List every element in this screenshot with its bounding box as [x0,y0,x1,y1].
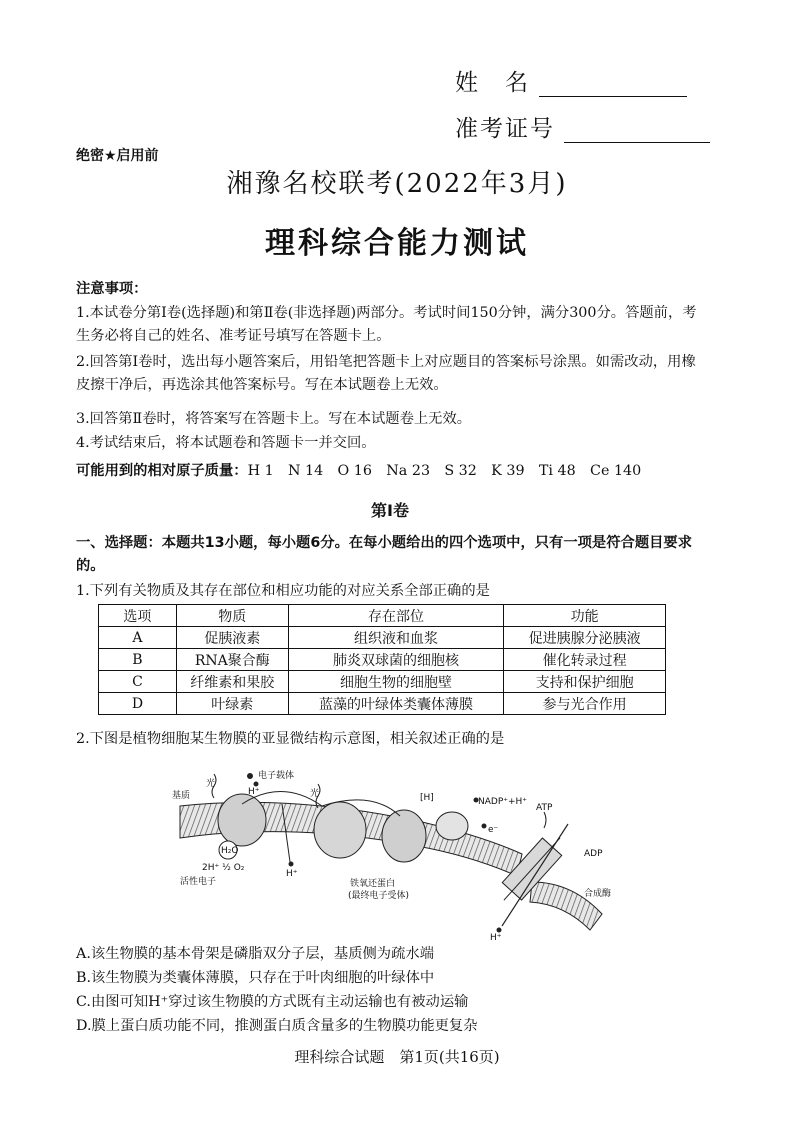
label-h-mid: H⁺ [286,869,298,879]
label-h-bracket: [H] [420,793,434,803]
id-field [455,110,710,143]
atomic-mass-values: H 1 N 14 O 16 Na 23 S 32 K 39 Ti 48 Ce 140 [247,463,642,479]
label-light-1: 光 [206,779,216,789]
q2-option-d: D.膜上蛋白质功能不同，推测蛋白质含量多的生物膜功能更复杂 [76,1018,478,1034]
table-cell: B [99,649,177,671]
name-field [455,64,687,97]
table-row [99,649,666,671]
secret-mark: 绝密★启用前 [76,148,159,164]
photosystem-2 [218,794,266,846]
h-dot-mid [289,862,294,867]
label-final-acceptor: (最终电子受体) [348,891,410,901]
label-e: e⁻ [488,825,499,835]
id-blank [564,116,710,143]
q2-option-b: B.该生物膜为类囊体薄膜，只存在于叶肉细胞的叶绿体中 [76,970,435,986]
table-row [99,671,666,693]
label-h2o: H₂O [221,846,239,856]
label-synthase: 合成酶 [584,889,612,899]
header-function: 功能 [504,605,666,627]
table-cell: 促进胰腺分泌胰液 [504,627,666,649]
table-cell: 组织液和血浆 [288,627,504,649]
label-adp: ADP [584,849,603,859]
atomic-mass-line [76,460,704,483]
q2-stem: 2.下图是植物细胞某生物膜的亚显微结构示意图，相关叙述正确的是 [76,731,505,747]
name-label: 姓 名 [455,70,530,96]
table-cell: 催化转录过程 [504,649,666,671]
label-ferredoxin: 铁氧还蛋白 [350,879,396,889]
table-cell: 蓝藻的叶绿体类囊体薄膜 [288,693,504,715]
exam-name: 湘豫名校联考(2022年3月) [226,169,568,199]
section-instruction: 一、选择题：本题共13小题，每小题6分。在每小题给出的四个选项中，只有一项是符合题目要求的。 [76,535,693,574]
label-atp: ATP [536,803,553,813]
table-row [99,693,666,715]
label-h-bottom: H⁺ [490,933,502,940]
ferredoxin-complex [436,812,468,840]
table-cell: 叶绿素 [176,693,288,715]
e-dot [482,824,487,829]
table-cell: 支持和保护细胞 [504,671,666,693]
cytochrome-complex [314,802,366,858]
table-cell: 细胞生物的细胞壁 [288,671,504,693]
id-label: 准考证号 [455,116,555,142]
table-header-row [99,605,666,627]
header-location: 存在部位 [288,605,504,627]
notice-item-1: 1.本试卷分第Ⅰ卷(选择题)和第Ⅱ卷(非选择题)两部分。考试时间150分钟，满分300分。答题前，考生务必将自己的姓名、准考证号填写在答题卡上。 [76,305,697,344]
header-option: 选项 [99,605,177,627]
notice-item-3: 3.回答第Ⅱ卷时，将答案写在答题卡上。写在本试题卷上无效。 [76,411,472,427]
q1-stem: 1.下列有关物质及其存在部位和相应功能的对应关系全部正确的是 [76,583,490,599]
notice-item-2: 2.回答第Ⅰ卷时，选出每小题答案后，用铅笔把答题卡上对应题目的答案标号涂黑。如需改动，用橡皮擦干净后，再选涂其他答案标号。写在本试题卷上无效。 [76,354,696,393]
membrane-diagram [172,764,622,940]
h-dot-bottom [497,928,502,933]
label-carrier: 电子载体 [258,771,295,781]
atomic-mass-label: 可能用到的相对原子质量： [76,463,248,479]
label-stroma: 基质 [172,791,191,801]
notice-heading: 注意事项： [76,281,148,297]
section-title: 第Ⅰ卷 [371,501,409,520]
header-substance: 物质 [176,605,288,627]
table-cell: 参与光合作用 [504,693,666,715]
label-h-top: H⁺ [248,787,260,797]
name-blank [539,70,687,97]
table-cell: A [99,627,177,649]
table-cell: 肺炎双球菌的细胞核 [288,649,504,671]
carrier-dot [247,773,253,779]
label-active-e: 活性电子 [180,877,217,887]
photosystem-1 [382,810,426,862]
table-cell: C [99,671,177,693]
label-nadp: NADP⁺+H⁺ [478,797,528,807]
label-light-2: 光 [310,789,320,799]
table-cell: RNA聚合酶 [176,649,288,671]
q1-table [98,604,666,715]
q2-option-a: A.该生物膜的基本骨架是磷脂双分子层，基质侧为疏水端 [76,946,434,962]
notice-item-4: 4.考试结束后，将本试题卷和答题卡一并交回。 [76,435,376,451]
label-products: 2H⁺ ½ O₂ [202,863,245,873]
q2-option-c: C.由图可知H⁺穿过该生物膜的方式既有主动运输也有被动运输 [76,994,469,1010]
table-cell: D [99,693,177,715]
h-dot-top [254,782,259,787]
page-title: 理科综合能力测试 [265,226,529,261]
table-cell: 促胰液素 [176,627,288,649]
atp-arrow [544,812,546,828]
table-cell: 纤维素和果胶 [176,671,288,693]
table-row [99,627,666,649]
page-footer: 理科综合试题 第1页(共16页) [294,1048,500,1066]
